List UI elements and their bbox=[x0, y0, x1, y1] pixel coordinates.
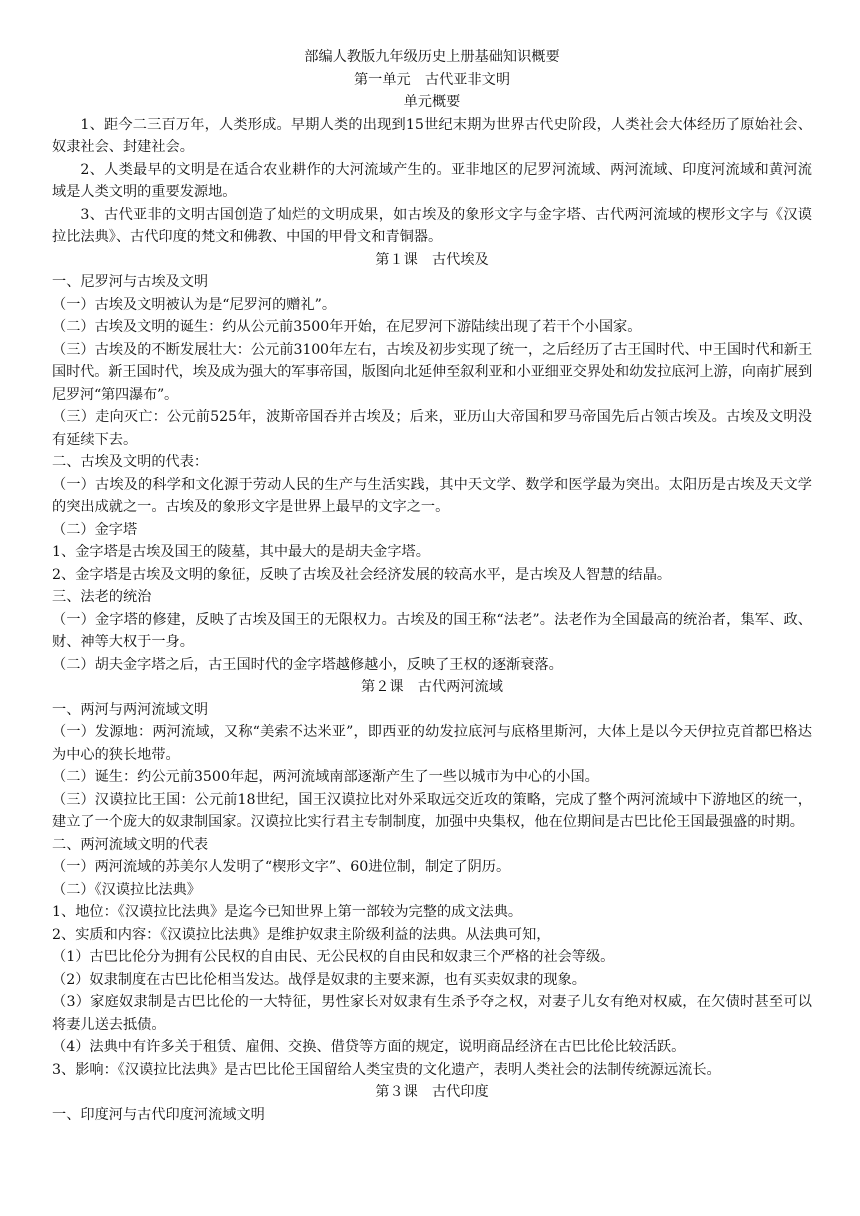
lesson-title: 第１课 古代埃及 bbox=[375, 251, 489, 268]
list-item: （三）汉谟拉比王国：公元前18世纪，国王汉谟拉比对外采取远交近攻的策略，完成了整个两河流域中下游地区的统一，建立了一个庞大的奴隶制国家。汉谟拉比实行君主专制制度，加强中央集权，他在位期间是古巴比伦王国最强盛的时期。 bbox=[52, 791, 812, 830]
list-item: 2、金字塔是古埃及文明的象征，反映了古埃及社会经济发展的较高水平，是古埃及人智慧的结晶。 bbox=[52, 566, 672, 583]
list-item: （三）古埃及的不断发展壮大：公元前3100年左右，古埃及初步实现了统一，之后经历了古王国时代、中王国时代和新王国时代。新王国时代，埃及成为强大的军事帝国，版图向北延伸至叙利亚和小亚细亚交界处和幼发拉底河上游，向南扩展到尼罗河“第四瀑布”。 bbox=[52, 341, 812, 403]
list-item: （三）走向灭亡：公元前525年，波斯帝国吞并古埃及；后来，亚历山大帝国和罗马帝国先后占领古埃及。古埃及文明没有延续下去。 bbox=[52, 409, 812, 448]
unit-overview-paragraph: 2、人类最早的文明是在适合农业耕作的大河流域产生的。亚非地区的尼罗河流域、两河流域、印度河流域和黄河流域是人类文明的重要发源地。 bbox=[52, 161, 812, 200]
unit-overview-paragraph: 3、古代亚非的文明古国创造了灿烂的文明成果，如古埃及的象形文字与金字塔、古代两河流域的楔形文字与《汉谟拉比法典》、古代印度的梵文和佛教、中国的甲骨文和青铜器。 bbox=[52, 206, 812, 245]
list-item: （一）古埃及文明被认为是“尼罗河的赠礼”。 bbox=[52, 296, 337, 313]
list-item: （1）古巴比伦分为拥有公民权的自由民、无公民权的自由民和奴隶三个严格的社会等级。 bbox=[52, 949, 615, 965]
lesson-title: 第３课 古代印度 bbox=[375, 1084, 489, 1100]
document-page bbox=[52, 46, 812, 1126]
list-item: 1、金字塔是古埃及国王的陵墓，其中最大的是胡夫金字塔。 bbox=[52, 544, 430, 560]
list-item: （二）《汉谟拉比法典》 bbox=[52, 881, 201, 898]
list-item: （二）诞生：约公元前3500年起，两河流域南部逐渐产生了一些以城市为中心的小国。 bbox=[52, 769, 599, 785]
unit-overview-paragraph: 1、距今二三百万年，人类形成。早期人类的出现到15世纪末期为世界古代史阶段，人类社会大体经历了原始社会、奴隶社会、封建社会。 bbox=[52, 116, 812, 155]
section-heading: 三、法老的统治 bbox=[52, 589, 152, 605]
list-item: 1、地位：《汉谟拉比法典》是迄今已知世界上第一部较为完整的成文法典。 bbox=[52, 904, 523, 920]
unit-title: 第一单元 古代亚非文明 bbox=[353, 71, 511, 88]
document-title: 部编人教版九年级历史上册基础知识概要 bbox=[304, 49, 560, 65]
list-item: 3、影响：《汉谟拉比法典》是古巴比伦王国留给人类宝贵的文化遗产，表明人类社会的法制传统源远流长。 bbox=[52, 1061, 721, 1078]
list-item: （一）金字塔的修建，反映了古埃及国王的无限权力。古埃及的国王称“法老”。法老作为全国最高的统治者，集军、政、财、神等大权于一身。 bbox=[52, 611, 812, 650]
list-item: （二）胡夫金字塔之后，古王国时代的金字塔越修越小，反映了王权的逐渐衰落。 bbox=[52, 656, 563, 673]
section-heading: 二、古埃及文明的代表： bbox=[52, 454, 209, 470]
list-item: （一）古埃及的科学和文化源于劳动人民的生产与生活实践，其中天文学、数学和医学最为突出。太阳历是古埃及天文学的突出成就之一。古埃及的象形文字是世界上最早的文字之一。 bbox=[52, 476, 812, 515]
list-item: （二）古埃及文明的诞生：约从公元前3500年开始，在尼罗河下游陆续出现了若干个小国家。 bbox=[52, 319, 642, 335]
list-item: （2）奴隶制度在古巴比伦相当发达。战俘是奴隶的主要来源，也有买卖奴隶的现象。 bbox=[52, 971, 586, 988]
unit-overview-heading: 单元概要 bbox=[403, 94, 461, 110]
section-heading: 一、印度河与古代印度河流域文明 bbox=[52, 1106, 265, 1123]
list-item: （一）发源地：两河流域，又称“美索不达米亚”，即西亚的幼发拉底河与底格里斯河，大体上是以今天伊拉克首都巴格达为中心的狭长地带。 bbox=[52, 724, 812, 763]
list-item: （一）两河流域的苏美尔人发明了“楔形文字”、60进位制，制定了阴历。 bbox=[52, 859, 511, 875]
list-item: （3）家庭奴隶制是古巴比伦的一大特征，男性家长对奴隶有生杀予夺之权，对妻子儿女有绝对权威，在欠债时甚至可以将妻儿送去抵债。 bbox=[52, 994, 812, 1033]
lesson-title: 第２课 古代两河流域 bbox=[361, 679, 503, 695]
section-heading: 二、两河流域文明的代表 bbox=[52, 836, 209, 853]
list-item: （二）金字塔 bbox=[52, 521, 138, 538]
section-heading: 一、尼罗河与古埃及文明 bbox=[52, 274, 209, 290]
list-item: （4）法典中有许多关于租赁、雇佣、交换、借贷等方面的规定，说明商品经济在古巴比伦比较活跃。 bbox=[52, 1039, 686, 1055]
section-heading: 一、两河与两河流域文明 bbox=[52, 701, 209, 718]
list-item: 2、实质和内容：《汉谟拉比法典》是维护奴隶主阶级利益的法典。从法典可知， bbox=[52, 926, 551, 943]
